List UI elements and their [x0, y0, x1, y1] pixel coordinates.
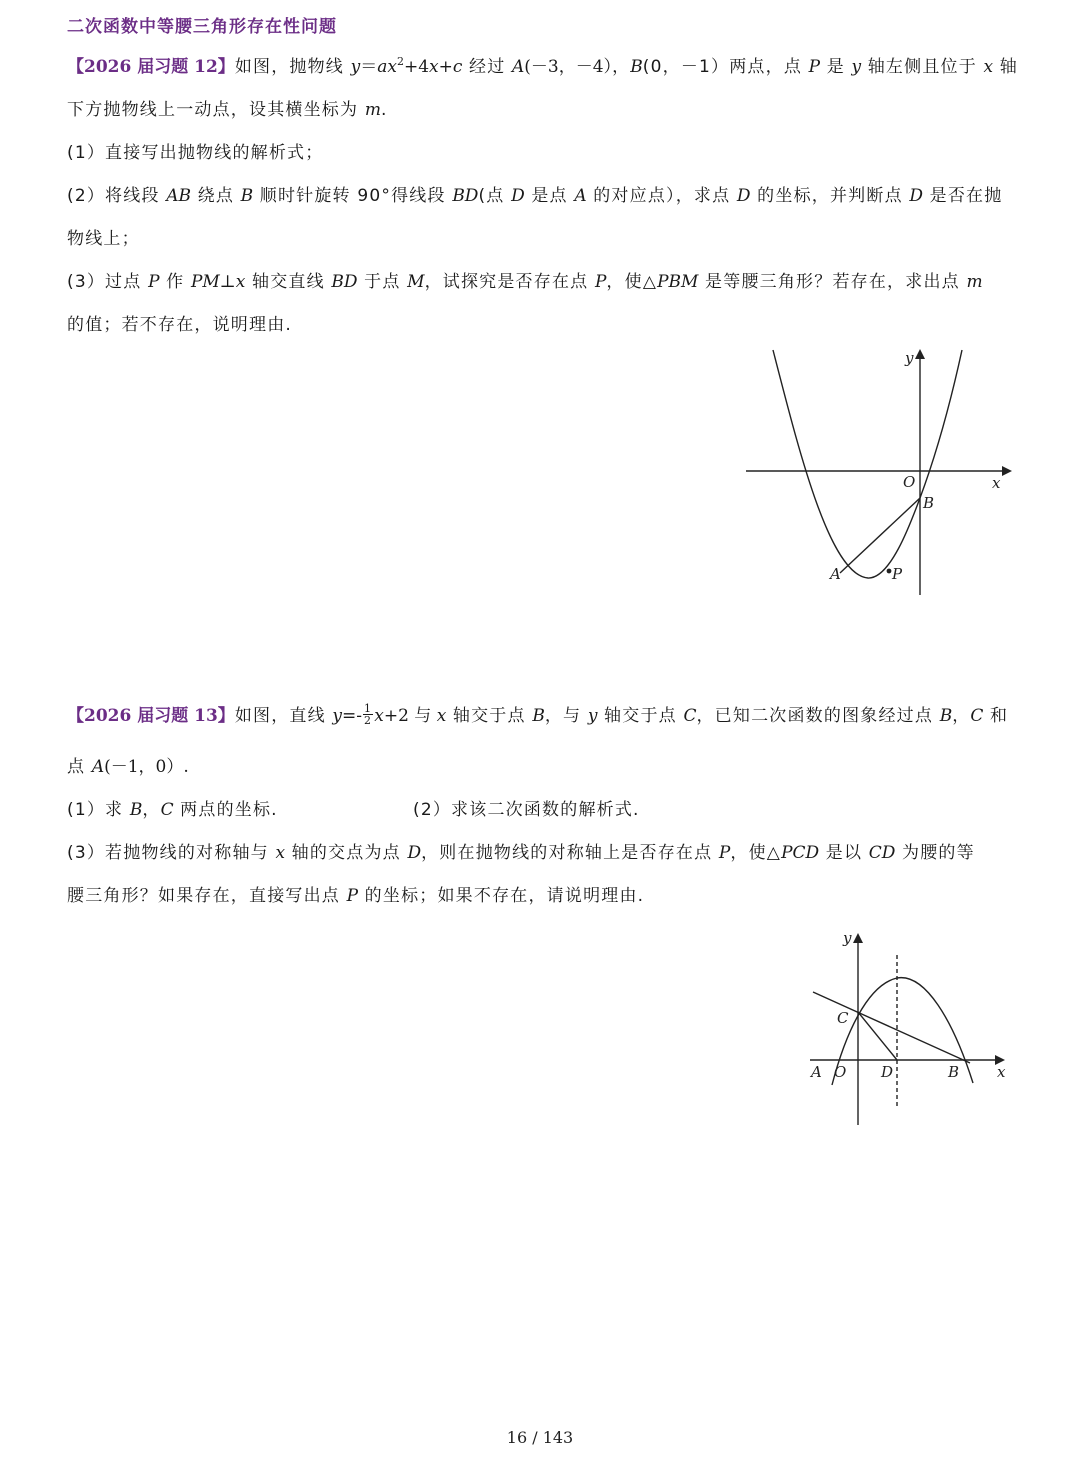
fig13-label-d: D — [881, 1063, 894, 1081]
point-p — [887, 569, 892, 574]
figure-q12 — [740, 345, 1015, 605]
q13-part-3-cont: 腰三角形？如果存在，直接写出点 P 的坐标；如果不存在，请说明理由. — [67, 886, 645, 906]
fig12-label-x: x — [992, 474, 1001, 492]
fig12-label-p: P — [892, 565, 903, 583]
fig13-label-a: A — [811, 1063, 822, 1081]
fig13-label-y: y — [843, 929, 852, 947]
q12-part-1: (1）直接写出抛物线的解析式； — [67, 143, 324, 163]
parabola-curve — [773, 350, 962, 578]
x-axis-arrow — [1002, 466, 1012, 476]
q13-part-2: (2）求该二次函数的解析式. — [413, 800, 640, 820]
fig12-label-y: y — [905, 349, 914, 367]
y-axis-arrow — [915, 349, 925, 359]
segment-ab — [840, 498, 920, 573]
q13-part-1: (1）求 B，C 两点的坐标. — [67, 800, 278, 820]
fig13-label-c: C — [837, 1009, 849, 1027]
q12-line-1: 【2026 届习题 12】如图，抛物线 $y=ax^2+4x+c$ 经过 A(－3，－4），B(0，－1）两点，点 P 是 y 轴左侧且位于 x 轴 — [67, 55, 1018, 77]
q12-part-2-cont: 物线上； — [67, 229, 140, 249]
q12-line-2: 下方抛物线上一动点，设其横坐标为 m. — [67, 100, 388, 120]
fig12-label-b: B — [923, 494, 935, 512]
segment-cd — [858, 1012, 897, 1060]
fig13-label-o: O — [834, 1063, 847, 1081]
page-number: 16 / 143 — [506, 1428, 574, 1447]
figure-q13 — [805, 925, 1015, 1130]
fig12-label-a: A — [830, 565, 841, 583]
q12-part-3-cont: 的值；若不存在，说明理由. — [67, 315, 293, 335]
fig12-label-o: O — [903, 473, 916, 491]
fraction-one-half: $\frac{1}{2}$ — [364, 701, 373, 727]
q12-part-2: (2）将线段 AB 绕点 B 顺时针旋转 90°得线段 BD(点 D 是点 A 的对应点），求点 D 的坐标，并判断点 D 是否在抛 — [67, 186, 1003, 206]
fig13-label-x: x — [997, 1063, 1006, 1081]
page-title: 二次函数中等腰三角形存在性问题 — [67, 17, 337, 37]
y-axis-arrow — [853, 933, 863, 943]
q13-line-2: 点 A(－1，0）. — [67, 757, 189, 777]
q13-line-1: 【2026 届习题 13】如图，直线 y=- $\frac{1}{2}$ x+2 与 x 轴交于点 B，与 y 轴交于点 C，已知二次函数的图象经过点 B，C 和 — [67, 701, 1009, 727]
q13-part-3: (3）若抛物线的对称轴与 x 轴的交点为点 D，则在抛物线的对称轴上是否存在点 P，使△PCD 是以 CD 为腰的等 — [67, 843, 975, 863]
q12-part-3: (3）过点 P 作 PM⊥x 轴交直线 BD 于点 M，试探究是否存在点 P，使△PBM 是等腰三角形？若存在，求出点 m — [67, 272, 983, 292]
q13-tag: 【2026 届习题 13】 — [67, 706, 235, 726]
q12-tag: 【2026 届习题 12】 — [67, 57, 235, 77]
fig13-label-b: B — [948, 1063, 960, 1081]
